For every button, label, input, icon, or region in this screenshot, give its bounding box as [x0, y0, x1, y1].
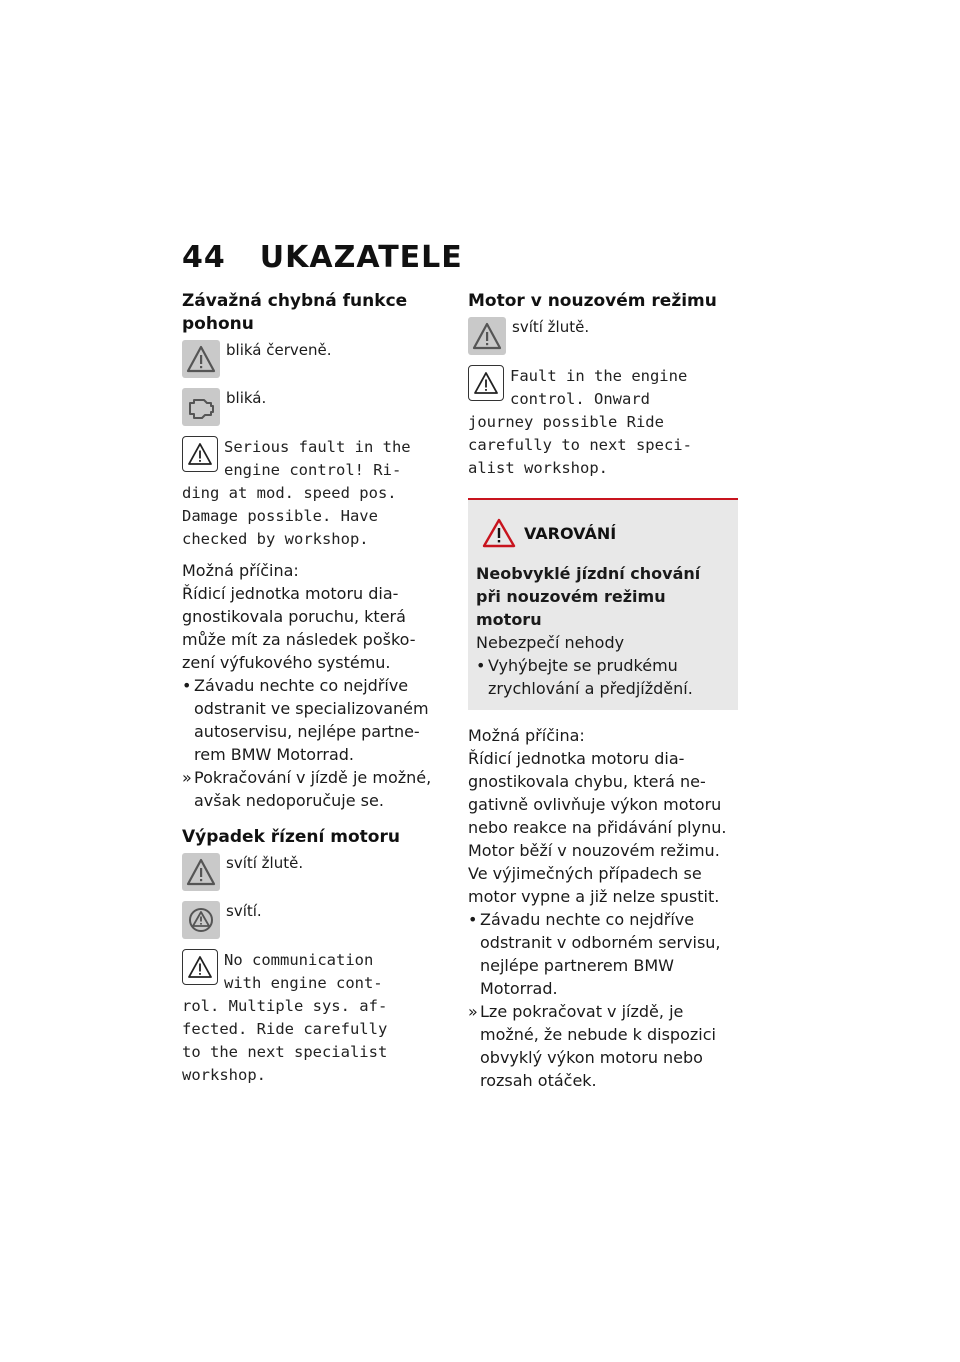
section-title-engine-control: Výpadek řízení motoru: [182, 827, 400, 847]
warning-triangle-icon: [182, 340, 220, 378]
display-message-text: No communication with engine cont-: [224, 951, 383, 992]
warning-box: [468, 498, 738, 710]
right-column: [468, 290, 738, 1092]
general-warning-icon: [182, 901, 220, 939]
cause-label: Možná příčina:: [182, 561, 299, 580]
warning-label: VAROVÁNÍ: [524, 523, 617, 543]
indicator-text: svítí žlutě.: [512, 318, 590, 336]
instruction-list: [468, 908, 738, 1092]
indicator-row: [182, 340, 444, 378]
list-item: • Závadu nechte co nejdříve odstranit ve specializovaném autoservisu, nejlépe partne-rem BMW Motorrad.: [182, 676, 429, 764]
left-column: [182, 290, 444, 1095]
list-item: • Vyhýbejte se prudkému zrychlování a předjíždění.: [476, 656, 693, 698]
indicator-text: svítí žlutě.: [226, 854, 304, 872]
list-item: » Lze pokračovat v jízdě, je možné, že nebude k dispozici obvyklý výkon motoru nebo rozsah otáček.: [468, 1002, 716, 1090]
warning-triangle-icon: [468, 317, 506, 355]
list-item: • Závadu nechte co nejdříve odstranit v odborném servisu, nejlépe partnerem BMW Motorrad.: [468, 910, 721, 998]
display-message: [182, 436, 444, 551]
display-message-text: Serious fault in the engine control! Ri-: [224, 438, 411, 479]
indicator-row: [182, 853, 444, 891]
display-message-text: Fault in the engine control. Onward: [510, 367, 688, 408]
page-number: 44: [182, 240, 226, 275]
bullet-mark: •: [476, 656, 486, 675]
page-title: UKAZATELE: [259, 240, 463, 275]
display-warning-icon: [182, 949, 218, 985]
indicator-text: svítí.: [226, 902, 262, 920]
indicator-text: bliká červeně.: [226, 341, 332, 359]
warning-box-title: [476, 518, 730, 548]
section-title-emergency-mode: Motor v nouzovém režimu: [468, 291, 717, 311]
list-item: » Pokračování v jízdě je možné, avšak nedoporučuje se.: [182, 768, 432, 810]
indicator-row: [468, 317, 738, 355]
display-message-text: ding at mod. speed pos. Damage possible. Have checked by workshop.: [182, 484, 397, 548]
warning-triangle-icon: [182, 853, 220, 891]
display-message: [468, 365, 738, 480]
red-warning-icon: [482, 518, 516, 548]
result-mark: »: [468, 1002, 478, 1021]
bullet-mark: •: [468, 910, 478, 929]
bullet-mark: •: [182, 676, 192, 695]
section-title-serious-fault: Závažná chybná funkce pohonu: [182, 291, 408, 334]
display-warning-icon: [182, 436, 218, 472]
warning-heading: Neobvyklé jízdní chování při nouzovém režimu motoru: [476, 564, 701, 629]
warning-list: [476, 654, 730, 700]
cause-text: Řídicí jednotka motoru dia-gnostikovala poruchu, která může mít za následek poško-zení výfukového systému.: [182, 584, 416, 672]
result-mark: »: [182, 768, 192, 787]
warning-subtitle: Nebezpečí nehody: [476, 633, 625, 652]
indicator-text: bliká.: [226, 389, 267, 407]
page-header: [182, 240, 463, 275]
engine-icon: [182, 388, 220, 426]
cause-label: Možná příčina:: [468, 726, 585, 745]
indicator-row: [182, 901, 444, 939]
display-message-text: journey possible Ride carefully to next speci- alist workshop.: [468, 413, 692, 477]
display-warning-icon: [468, 365, 504, 401]
indicator-row: [182, 388, 444, 426]
instruction-list: [182, 674, 444, 812]
cause-text: Řídicí jednotka motoru dia-gnostikovala chybu, která ne-gativně ovlivňuje výkon motoru nebo reakce na přidávání plynu. Motor běží v nouzovém režimu. Ve výjimečných případech se motor vypne a již nelze spustit.: [468, 749, 727, 906]
display-message-text: rol. Multiple sys. af- fected. Ride carefully to the next specialist workshop.: [182, 997, 388, 1084]
display-message: [182, 949, 444, 1087]
